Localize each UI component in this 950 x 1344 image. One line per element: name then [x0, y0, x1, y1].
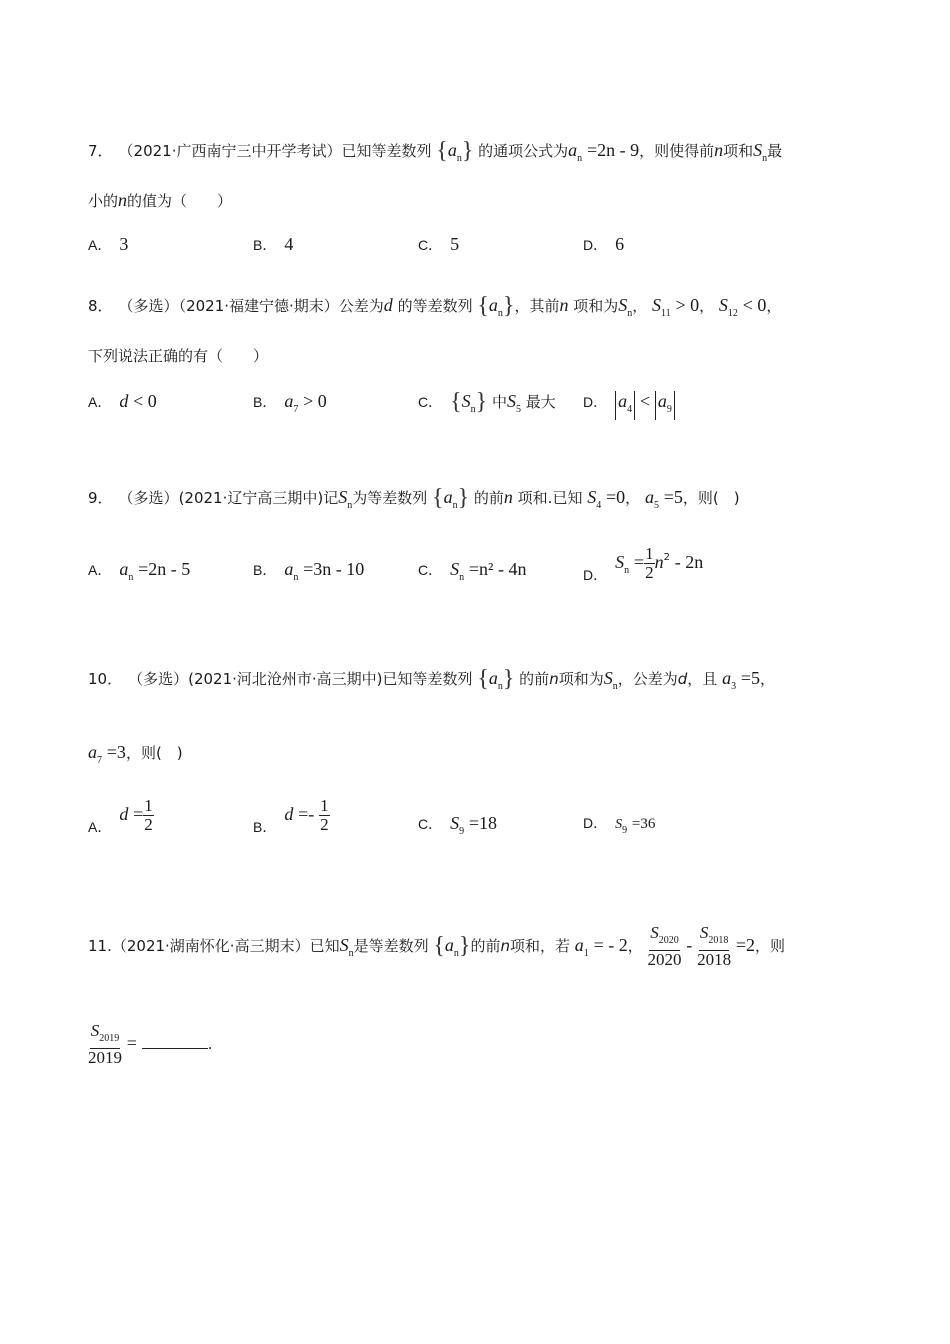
q8-option-c: C． $\{S_n\}$ 中$S_5$ 最大: [418, 389, 556, 415]
question-7-line-1: 7． （2021·广西南宁三中开学考试）已知等差数列 $\{a_n\}$ 的通项公式为$a_n =2n - 9$，则使得前n项和$S_n$最: [88, 138, 783, 164]
question-10-line-2: $a_7 =3$，则( ): [88, 742, 183, 766]
q9-option-b: B． $a_n =3n - 10$: [253, 559, 365, 583]
q7-option-c: C． 5: [418, 234, 460, 254]
question-8-line-2: 下列说法正确的有（ ）: [88, 347, 269, 365]
q10-option-d: D． $S_9 =36$: [583, 815, 656, 836]
q10-option-b: B．d =- $\frac{1}{2}$: [253, 796, 329, 835]
q7-option-b: B． 4: [253, 234, 294, 254]
q10-option-c: C． $S_9 =18$: [418, 813, 498, 837]
q9-option-d: D．$S_n$ = $\frac{1}{2}$ $n^2 - 2n$: [583, 544, 704, 583]
question-7-line-2: 小的n的值为（ ）: [88, 190, 233, 210]
question-10-line-1: 10． （多选）(2021·河北沧州市·高三期中)已知等差数列 $\{a_n\}$ 的前n项和为$S_n$，公差为d，且 $a_3 =5$，: [88, 666, 776, 692]
q7-option-d: D． 6: [583, 234, 625, 254]
q8-option-a: A． d < 0: [88, 391, 157, 411]
q7-option-a: A． 3: [88, 234, 129, 254]
answer-blank: [142, 1034, 208, 1049]
q9-option-c: C． $S_n =n^2 - 4n$: [418, 559, 527, 583]
q8-option-b: B． $a_7 > 0$: [253, 391, 327, 415]
q8-option-d: D． $a_4 < a_9$: [583, 389, 675, 420]
question-11-line-1: 11.（2021·湖南怀化·高三期末）已知$S_n$是等差数列 $\{a_n\}$的前n项和，若 $a_1$ = - 2， $\frac{S_{2020}}{2020}$ - $\frac{S_{2018}}{2018}$ =2，则: [88, 923, 786, 969]
question-9-line-1: 9． （多选）(2021·辽宁高三期中)记$S_n$为等差数列 $\{a_n\}$ 的前n 项和.已知 $S_4 =0$， $a_5 =5$，则( ): [88, 485, 740, 511]
question-8-line-1: 8． （多选）（2021·福建宁德·期末）公差为d 的等差数列 $\{a_n\}$，其前n 项和为$S_n$， $S_{11} > 0$， $S_{12} < 0$，: [88, 293, 782, 319]
q9-option-a: A． $a_n =2n - 5$: [88, 559, 191, 583]
question-11-line-2: $\frac{S_{2019}}{2019}$ = .: [88, 1021, 213, 1067]
q10-option-a: A．d = $\frac{1}{2}$: [88, 796, 153, 835]
